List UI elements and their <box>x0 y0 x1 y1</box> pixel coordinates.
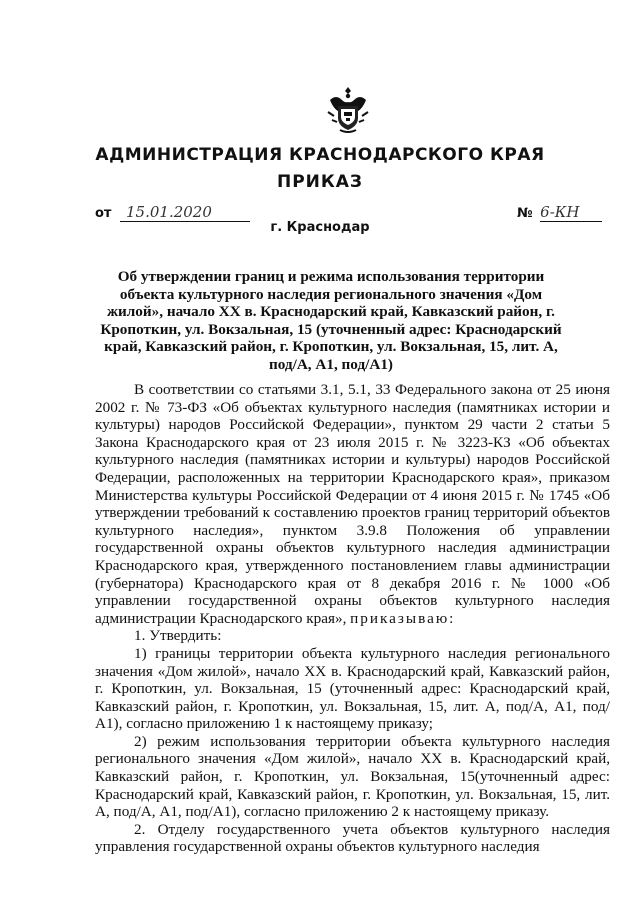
preamble-text: В соответствии со статьями 3.1, 5.1, 33 Федерального закона от 25 июня 2002 г. № 73-ФЗ «Об объектах культурного наследия (памятниках истории и культуры) народов Российской Федерации», пунктом 29 части 2 статьи 5 Закона Краснодарского края от 23 июля 2015 г. № 3223-КЗ «Об объектах культурного наследия (памятниках истории и культуры) народов Российской Федерации, расположенных на территории Краснодарского края», приказом Министерства культуры Российской Федерации от 4 июня 2015 г. № 1745 «Об утверждении требований к составлению проектов границ территорий объектов культурного наследия», пунктом 3.9.8 Положения об управлении государственной охраны объектов культурного наследия администрации Краснодарского края, утвержденного постановлением главы администрации (губернатора) Краснодарского края от 8 декабря 2016 г. № 1000 «Об управлении государственной охраны объектов культурного наследия администрации Краснодарского края», <box>95 381 610 627</box>
order-word: приказываю: <box>350 609 456 627</box>
paragraph-approve: 1. Утвердить: <box>134 627 222 645</box>
number-value: 6-КН <box>540 203 602 222</box>
organization-name: АДМИНИСТРАЦИЯ КРАСНОДАРСКОГО КРАЯ <box>95 145 545 165</box>
document-title: Об утверждении границ и режима использования территории объекта культурного наследия регионального значения «Дом жилой», начало XX в. Краснодарский край, Кавказский район, г. Кропоткин, ул. Вокзальная, 15 (уточненный адрес: Краснодарский край, Кавказский район, г. Кропоткин, ул. Вокзальная, 15, лит. А, под/А, А1, под/А1) <box>100 268 562 373</box>
coat-of-arms-emblem <box>326 84 370 134</box>
date-value: 15.01.2020 <box>120 203 250 222</box>
date-label: от <box>95 206 112 221</box>
paragraph-preamble <box>95 381 610 627</box>
number-label: № <box>517 206 533 221</box>
document-type: ПРИКАЗ <box>276 172 364 192</box>
document-body <box>95 381 610 856</box>
city-name: г. Краснодар <box>270 220 370 235</box>
paragraph-item-2: 2) режим использования территории объекта культурного наследия регионального значения «Дом жилой», начало XX в. Краснодарский край, Кавказский район, г. Кропоткин, ул. Вокзальная, 15(уточненный адрес: Краснодарский край, Кавказский район, г. Кропоткин, ул. Вокзальная, 15, лит. А, под/А, А1, под/А1), согласно приложению 2 к настоящему приказу. <box>95 732 610 821</box>
paragraph-section-2: 2. Отделу государственного учета объектов культурного наследия управления государственной охраны объектов культурного наследия <box>95 820 610 856</box>
paragraph-item-1: 1) границы территории объекта культурного наследия регионального значения «Дом жилой», начало XX в. Краснодарский край, Кавказский район, г. Кропоткин, ул. Вокзальная, 15 (уточненный адрес: Краснодарский край, Кавказский район, г. Кропоткин, ул. Вокзальная, 15, лит. А, под/А, А1, под/А1), согласно приложению 1 к настоящему приказу; <box>95 644 610 733</box>
